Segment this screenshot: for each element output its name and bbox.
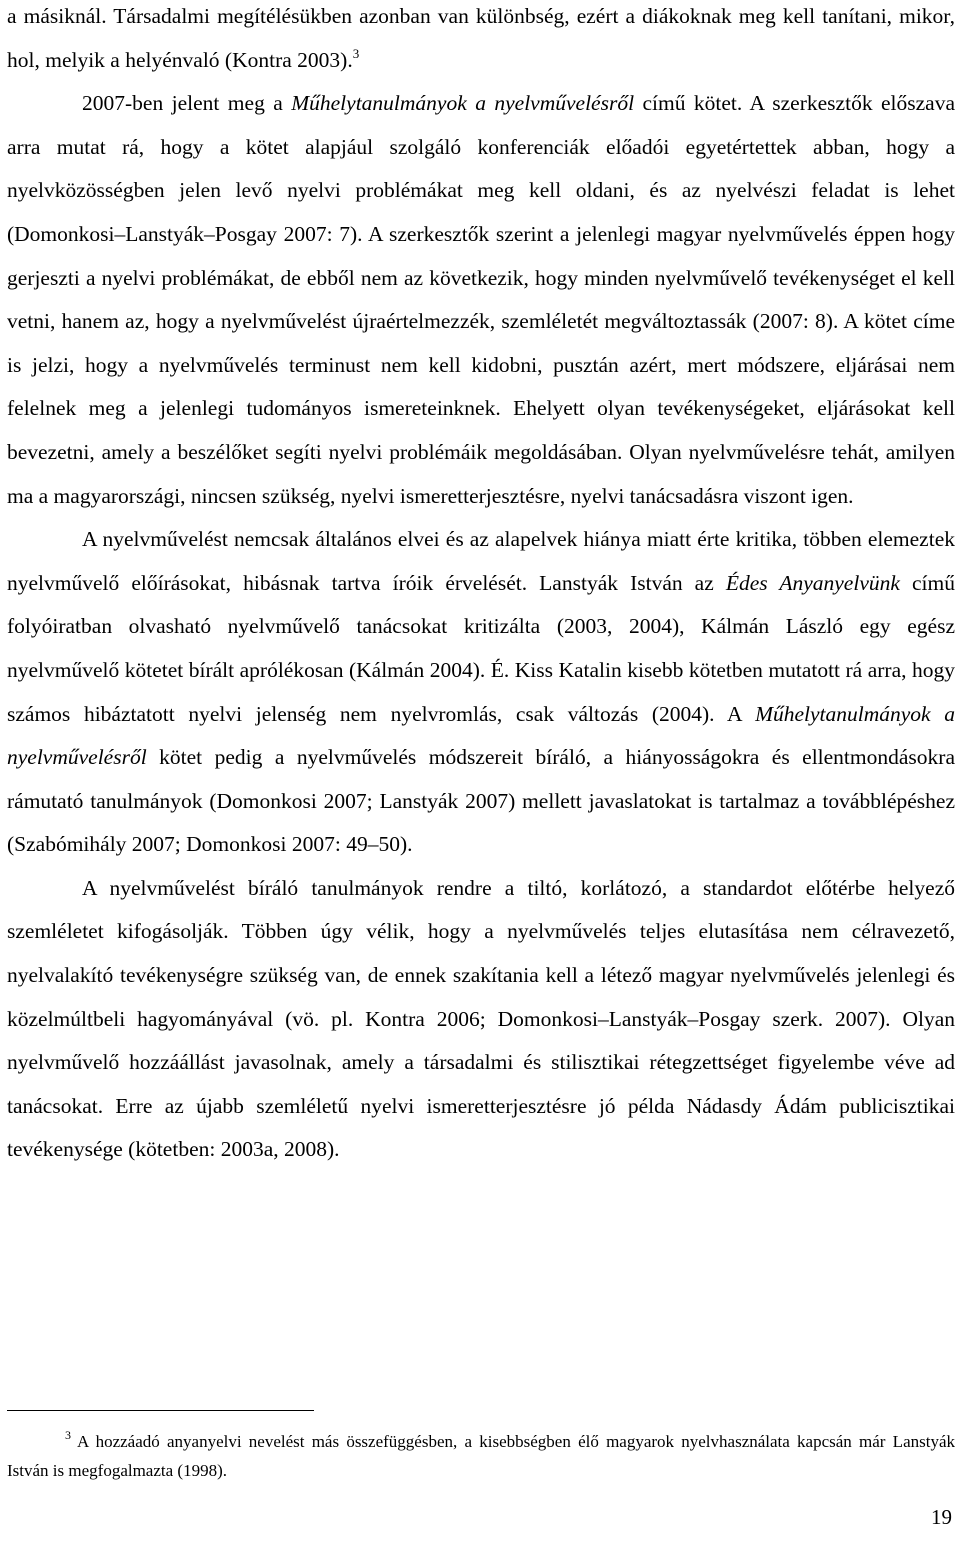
- footnote: [7, 1427, 955, 1485]
- footnote-text: A hozzáadó anyanyelvi nevelést más összefüggésben, a kisebbségben élő magyarok nyelvhasználata kapcsán már Lanstyák István is megfogalmazta (1998).: [7, 1432, 955, 1480]
- paragraph-2: [7, 82, 955, 518]
- book-title-2: Műhelytanulmányok a nyelvművelésről: [7, 701, 956, 770]
- paragraph-3-text-c: kötet pedig a nyelvművelés módszereit bíráló, a hiányosságokra és ellentmondásokra rámutató tanulmányok (Domonkosi 2007; Lanstyák 2007) mellett javaslatokat is tartalmaz a továbblépéshez (Szabómihály 2007; Domonkosi 2007: 49–50).: [7, 745, 955, 857]
- paragraph-4: A nyelvművelést bíráló tanulmányok rendre a tiltó, korlátozó, a standardot előtérbe helyező szemléletet kifogásolják. Többen úgy vélik, hogy a nyelvművelés teljes elutasítása nem célravezető, nyelvalakító tevékenységre szükség van, de ennek szakítania kell a létező magyar nyelvművelés jelenlegi és közelmúltbeli hagyományával (vö. pl. Kontra 2006; Domonkosi–Lanstyák–Posgay szerk. 2007). Olyan nyelvművelő hozzáállást javasolnak, amely a társadalmi és stilisztikai rétegzettséget figyelembe véve ad tanácsokat. Erre az újabb szemléletű nyelvi ismeretterjesztésre jó példa Nádasdy Ádám publicisztikai tevékenysége (kötetben: 2003a, 2008).: [7, 875, 955, 1162]
- body-text: [7, 0, 955, 1172]
- paragraph-3-text-b: című folyóiratban olvasható nyelvművelő tanácsokat kritizálta (2003, 2004), Kálmán László egy egész nyelvművelő kötetet bírált aprólékosan (Kálmán 2004). É. Kiss Katalin kisebb kötetben mutatott rá arra, hogy számos hibáztatott nyelvi jelenség nem nyelvromlás, csak változás (2004). A: [7, 570, 955, 726]
- footnote-separator: [7, 1410, 314, 1411]
- page-number: 19: [931, 1505, 952, 1529]
- journal-title: Édes Anyanyelvünk: [725, 570, 900, 595]
- paragraph-1-text: a másiknál. Társadalmi megítélésükben azonban van különbség, ezért a diákoknak meg kell tanítani, mikor, hol, melyik a helyénvaló (Kontra 2003).: [7, 4, 955, 72]
- paragraph-3-text-a: A nyelvművelést nemcsak általános elvei és az alapelvek hiánya miatt érte kritika, többen elemeztek nyelvművelő előírásokat, hibásnak tartva íróik érvelését. Lanstyák István az: [7, 527, 955, 595]
- footnote-number: 3: [65, 1428, 71, 1442]
- book-title: Műhelytanulmányok a nyelvművelésről: [291, 91, 635, 116]
- paragraph-2-text-start: 2007-ben jelent meg a: [82, 91, 292, 116]
- paragraph-3: [7, 518, 955, 867]
- paragraph-2-text-rest: című kötet. A szerkesztők előszava arra mutat rá, hogy a kötet alapjául szolgáló konferenciák előadói egyetértettek abban, hogy a nyelvközösségben jelen levő nyelvi problémákat meg kell oldani, és az nyelvészi feladat is lehet (Domonkosi–Lanstyák–Posgay 2007: 7). A szerkesztők szerint a jelenlegi magyar nyelvművelés éppen hogy gerjeszti a nyelvi problémákat, de ebből nem az következik, hogy minden nyelvművelő tevékenységet el kell vetni, hanem az, hogy a nyelvművelést újraértelmezzék, szemléletét megváltoztassák (2007: 8). A kötet címe is jelzi, hogy a nyelvművelés terminust nem kell kidobni, pusztán azért, mert módszere, eljárásai nem felelnek meg a jelenlegi tudományos ismereteinknek. Ehelyett olyan tevékenységeket, eljárásokat kell bevezetni, amely a beszélőket segíti nyelvi problémáik megoldásában. Olyan nyelvművelésre tehát, amilyen ma a magyarországi, nincsen szükség, nyelvi ismeretterjesztésre, nyelvi tanácsadásra viszont igen.: [7, 91, 956, 508]
- footnote-reference: 3: [352, 45, 360, 61]
- footnote-marker: [7, 1427, 77, 1456]
- paragraph-1: [7, 0, 955, 82]
